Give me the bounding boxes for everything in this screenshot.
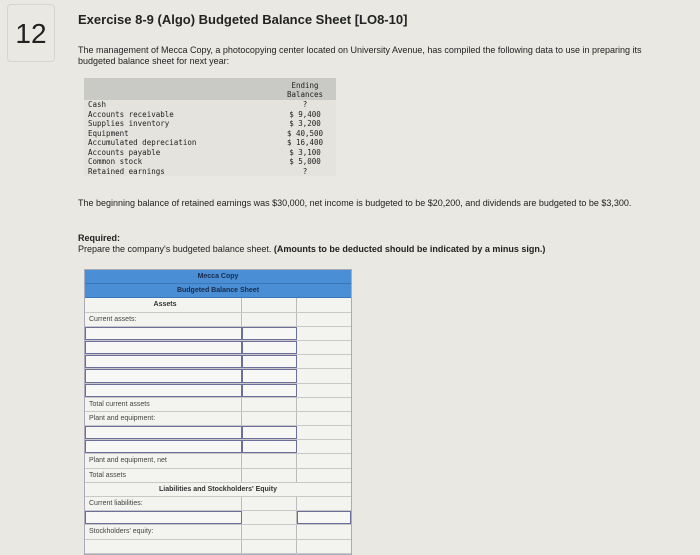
required-section <box>78 233 545 255</box>
required-note: (Amounts to be deducted should be indicated by a minus sign.) <box>273 244 546 254</box>
current-asset-amount-input[interactable] <box>242 327 297 340</box>
given-value: $ 16,400 <box>286 138 324 147</box>
current-asset-name-input[interactable] <box>85 384 242 397</box>
given-row <box>84 167 336 177</box>
given-row <box>84 100 336 110</box>
current-asset-row <box>85 384 351 398</box>
given-row <box>84 148 336 158</box>
ending-balances-header: Ending Balances <box>286 81 324 99</box>
current-asset-name-input[interactable] <box>85 341 242 354</box>
current-asset-name-input[interactable] <box>85 355 242 368</box>
assets-header: Assets <box>85 298 242 311</box>
budgeted-balance-sheet <box>84 269 352 555</box>
plant-equipment-row <box>85 440 351 454</box>
company-name: Mecca Copy <box>85 270 351 284</box>
current-asset-row <box>85 369 351 383</box>
given-data-table <box>84 78 336 176</box>
plant-equipment-amount-input[interactable] <box>242 440 297 453</box>
plant-equipment-amount-input[interactable] <box>242 426 297 439</box>
exercise-title: Exercise 8-9 (Algo) Budgeted Balance Sheet [LO8-10] <box>78 12 408 27</box>
given-label: Supplies inventory <box>88 119 170 128</box>
current-asset-name-input[interactable] <box>85 369 242 382</box>
plant-equipment-label: Plant and equipment: <box>85 412 242 425</box>
liability-amount-input[interactable] <box>297 511 351 524</box>
given-row <box>84 110 336 120</box>
given-value: ? <box>302 100 308 109</box>
given-row <box>84 129 336 139</box>
current-asset-amount-input[interactable] <box>242 384 297 397</box>
intro-text: The management of Mecca Copy, a photocopying center located on University Avenue, has compiled the following data to use in preparing its budgeted balance sheet for next year: <box>78 45 642 66</box>
given-label: Common stock <box>88 157 143 166</box>
current-asset-amount-input[interactable] <box>242 355 297 368</box>
given-label: Equipment <box>88 128 129 138</box>
given-value: $ 9,400 <box>289 109 321 119</box>
retained-earnings-info: The beginning balance of retained earnings was $30,000, net income is budgeted to be $20,200, and dividends are budgeted to be $3,300. <box>78 198 632 208</box>
total-current-assets-label: Total current assets <box>85 398 242 411</box>
stockholders-equity-label: Stockholders' equity: <box>85 525 242 538</box>
plant-equipment-row <box>85 426 351 440</box>
total-assets-label: Total assets <box>85 469 242 482</box>
current-assets-label: Current assets: <box>85 313 242 326</box>
given-value: $ 5,000 <box>289 157 321 166</box>
given-value: $ 40,500 <box>286 128 324 138</box>
plant-equipment-name-input[interactable] <box>85 440 242 453</box>
current-asset-row <box>85 327 351 341</box>
current-asset-name-input[interactable] <box>85 327 242 340</box>
liability-name-input[interactable] <box>85 511 242 524</box>
current-liabilities-label: Current liabilities: <box>85 497 242 510</box>
required-text: Prepare the company's budgeted balance sheet. <box>78 244 274 254</box>
given-row <box>84 119 336 129</box>
given-value: ? <box>302 166 308 176</box>
current-asset-amount-input[interactable] <box>242 369 297 382</box>
given-value: $ 3,200 <box>289 119 321 128</box>
plant-equipment-name-input[interactable] <box>85 426 242 439</box>
liabilities-equity-header: Liabilities and Stockholders' Equity <box>85 483 351 497</box>
given-value: $ 3,100 <box>289 147 321 157</box>
given-label: Cash <box>88 100 107 109</box>
given-label: Accounts payable <box>88 147 161 157</box>
given-row <box>84 157 336 167</box>
plant-net-label: Plant and equipment, net <box>85 454 242 467</box>
given-row <box>84 138 336 148</box>
given-label: Accounts receivable <box>88 109 174 119</box>
current-asset-row <box>85 341 351 355</box>
given-label: Retained earnings <box>88 166 165 176</box>
current-asset-amount-input[interactable] <box>242 341 297 354</box>
given-label: Accumulated depreciation <box>88 138 197 147</box>
question-number: 12 <box>7 4 55 62</box>
current-asset-row <box>85 355 351 369</box>
sheet-title: Budgeted Balance Sheet <box>85 284 351 298</box>
required-label: Required: <box>78 233 121 243</box>
